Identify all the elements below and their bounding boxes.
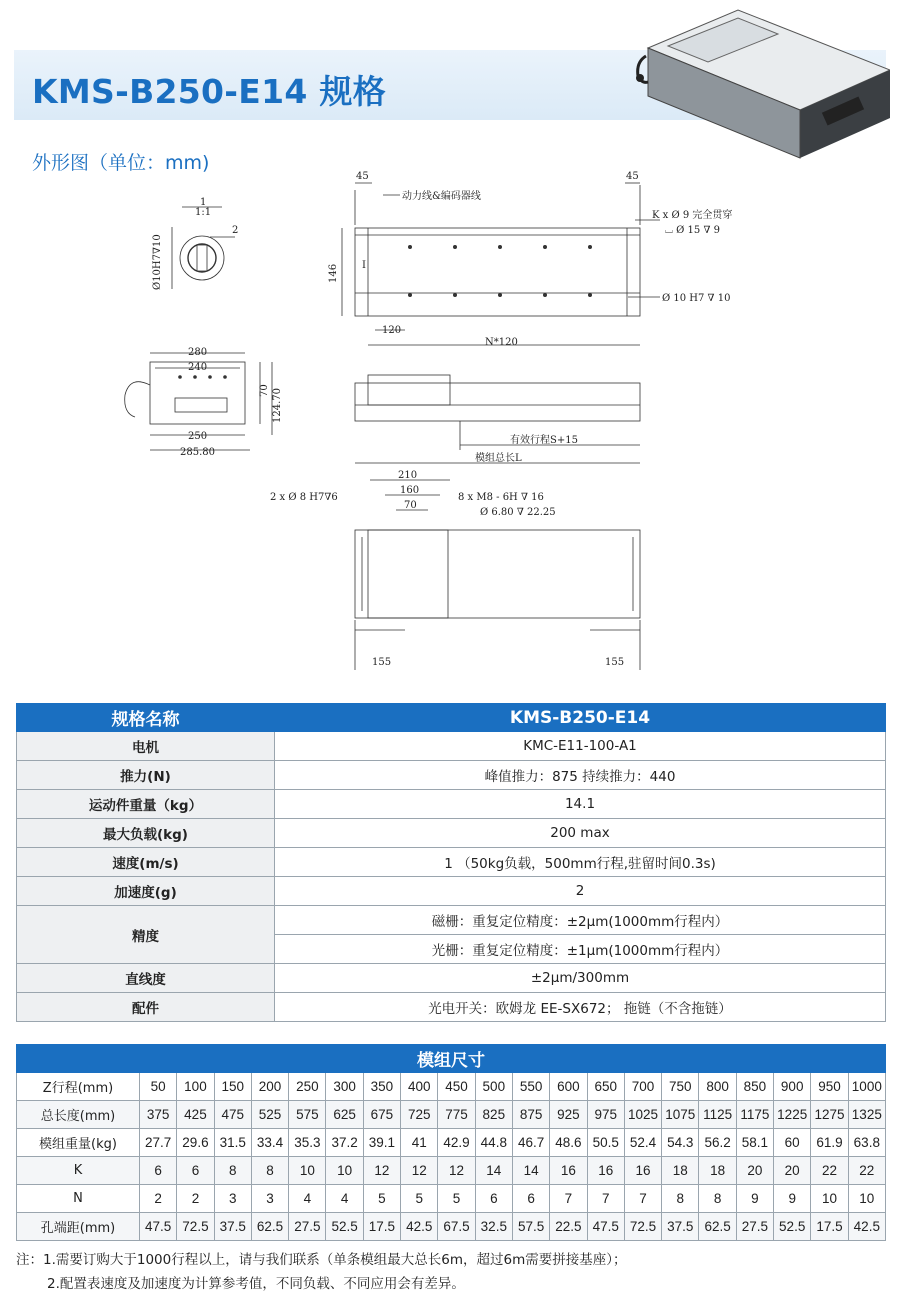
dimension-cell: 47.5	[587, 1213, 624, 1241]
spec-label: 推力(N)	[17, 761, 275, 790]
dimension-cell: 72.5	[624, 1213, 661, 1241]
dimension-cell: 1025	[624, 1101, 661, 1129]
total-label: 模组总长L	[475, 453, 522, 464]
front-124: 124.70	[272, 388, 283, 423]
dimension-cell: 7	[624, 1185, 661, 1213]
spec-label: 配件	[17, 993, 275, 1022]
dimension-cell: 56.2	[699, 1129, 736, 1157]
dimension-row-label: 孔端距(mm)	[17, 1213, 140, 1241]
dimension-row-label: 模组重量(kg)	[17, 1129, 140, 1157]
spec-label: 直线度	[17, 964, 275, 993]
dimension-cell: 375	[140, 1101, 177, 1129]
dimension-cell: 825	[475, 1101, 512, 1129]
dimension-cell: 700	[624, 1073, 661, 1101]
dimension-cell: 550	[512, 1073, 549, 1101]
dimension-cell: 1125	[699, 1101, 736, 1129]
dimension-cell: 10	[326, 1157, 363, 1185]
dimension-cell: 72.5	[177, 1213, 214, 1241]
spec-value: KMC-E11-100-A1	[275, 732, 886, 761]
dimension-cell: 600	[550, 1073, 587, 1101]
dimension-cell: 42.5	[401, 1213, 438, 1241]
hole-label-1: K x Ø 9 完全贯穿	[652, 210, 733, 221]
dimension-cell: 625	[326, 1101, 363, 1129]
dimension-row-label: K	[17, 1157, 140, 1185]
dimension-cell: 52.4	[624, 1129, 661, 1157]
dimension-cell: 37.2	[326, 1129, 363, 1157]
dimension-cell: 925	[550, 1101, 587, 1129]
carriage-160: 160	[400, 485, 420, 496]
dimension-cell: 46.7	[512, 1129, 549, 1157]
marker-i: I	[362, 260, 366, 271]
dimension-cell: 18	[699, 1157, 736, 1185]
dimension-cell: 725	[401, 1101, 438, 1129]
carriage-hole-2: 8 x M8 - 6H ∇ 16	[458, 492, 544, 503]
dimension-cell: 6	[177, 1157, 214, 1185]
dimension-cell: 29.6	[177, 1129, 214, 1157]
spec-value: 峰值推力：875 持续推力：440	[275, 761, 886, 790]
dimension-row	[17, 1185, 886, 1213]
dimension-cell: 650	[587, 1073, 624, 1101]
spec-value: ±2μm/300mm	[275, 964, 886, 993]
dimension-cell: 62.5	[699, 1213, 736, 1241]
dimension-cell: 22	[811, 1157, 848, 1185]
dimension-cell: 400	[401, 1073, 438, 1101]
dimension-cell: 5	[401, 1185, 438, 1213]
page-title: KMS-B250-E14 规格	[32, 72, 387, 111]
dimension-cell: 8	[251, 1157, 288, 1185]
dimension-row-label: Z行程(mm)	[17, 1073, 140, 1101]
dimension-cell: 10	[289, 1157, 326, 1185]
dimension-cell: 58.1	[736, 1129, 773, 1157]
dimension-cell: 14	[475, 1157, 512, 1185]
dimension-cell: 31.5	[214, 1129, 251, 1157]
product-image	[628, 8, 890, 168]
spec-label: 最大负载(kg)	[17, 819, 275, 848]
dimension-cell: 425	[177, 1101, 214, 1129]
dimension-cell: 42.5	[848, 1213, 885, 1241]
dimension-cell: 900	[774, 1073, 811, 1101]
dimension-cell: 39.1	[363, 1129, 400, 1157]
dimension-cell: 8	[662, 1185, 699, 1213]
spec-label: 运动件重量（kg）	[17, 790, 275, 819]
dimension-cell: 1275	[811, 1101, 848, 1129]
dimension-cell: 54.3	[662, 1129, 699, 1157]
dimension-cell: 32.5	[475, 1213, 512, 1241]
dimension-cell: 52.5	[326, 1213, 363, 1241]
dimension-cell: 18	[662, 1157, 699, 1185]
dimension-cell: 300	[326, 1073, 363, 1101]
spec-value: 14.1	[275, 790, 886, 819]
front-240: 240	[188, 362, 208, 373]
dimension-cell: 850	[736, 1073, 773, 1101]
dimension-cell: 6	[512, 1185, 549, 1213]
dimension-cell: 1175	[736, 1101, 773, 1129]
top-dim-right: 45	[626, 171, 639, 182]
dimension-row	[17, 1213, 886, 1241]
spec-table	[16, 703, 886, 1022]
dimension-cell: 525	[251, 1101, 288, 1129]
dimension-cell: 4	[326, 1185, 363, 1213]
spec-value: 光电开关：欧姆龙 EE-SX672； 拖链（不含拖链）	[275, 993, 886, 1022]
spec-label: 精度	[17, 906, 275, 964]
carriage-70: 70	[404, 500, 417, 511]
front-285: 285.80	[180, 447, 215, 458]
dimension-cell: 800	[699, 1073, 736, 1101]
spec-value: 磁栅：重复定位精度：±2μm(1000mm行程内）	[275, 906, 886, 935]
dimension-cell: 67.5	[438, 1213, 475, 1241]
dimension-table-title: 模组尺寸	[17, 1045, 886, 1073]
dimension-cell: 10	[848, 1185, 885, 1213]
spec-label: 速度(m/s)	[17, 848, 275, 877]
dimension-cell: 22	[848, 1157, 885, 1185]
dimension-cell: 17.5	[811, 1213, 848, 1241]
front-250: 250	[188, 431, 208, 442]
spec-value: 2	[275, 877, 886, 906]
dimension-cell: 200	[251, 1073, 288, 1101]
dimension-cell: 9	[774, 1185, 811, 1213]
dimension-cell: 16	[550, 1157, 587, 1185]
pitch-120: 120	[382, 325, 402, 336]
spec-label: 电机	[17, 732, 275, 761]
height-146: 146	[328, 263, 339, 283]
dimension-cell: 10	[811, 1185, 848, 1213]
side-scale-top: 1	[200, 197, 207, 208]
dimension-cell: 17.5	[363, 1213, 400, 1241]
dimension-cell: 37.5	[214, 1213, 251, 1241]
dimension-cell: 44.8	[475, 1129, 512, 1157]
drawing-subtitle: 外形图（单位：mm)	[32, 152, 210, 174]
note-line-1: 注：1.需要订购大于1000行程以上，请与我们联系（单条模组最大总长6m，超过6m需要拼接基座）；	[16, 1252, 627, 1268]
dimension-cell: 1075	[662, 1101, 699, 1129]
dimension-cell: 350	[363, 1073, 400, 1101]
carriage-hole-3: Ø 6.80 ∇ 22.25	[480, 507, 556, 518]
dimension-cell: 12	[363, 1157, 400, 1185]
dimension-table	[16, 1044, 886, 1241]
dimension-cell: 8	[699, 1185, 736, 1213]
dimension-cell: 62.5	[251, 1213, 288, 1241]
dimension-cell: 9	[736, 1185, 773, 1213]
dimension-cell: 12	[438, 1157, 475, 1185]
dimension-cell: 61.9	[811, 1129, 848, 1157]
note-line-2: 2.配置表速度及加速度为计算参考值，不同负载、不同应用会有差异。	[47, 1276, 465, 1292]
carriage-210: 210	[398, 470, 418, 481]
dimension-cell: 1000	[848, 1073, 885, 1101]
dimension-cell: 48.6	[550, 1129, 587, 1157]
dimension-cell: 22.5	[550, 1213, 587, 1241]
dimension-cell: 50.5	[587, 1129, 624, 1157]
dimension-cell: 5	[363, 1185, 400, 1213]
side-hole-label: Ø10H7∇10	[152, 234, 163, 290]
dimension-cell: 20	[774, 1157, 811, 1185]
dimension-cell: 12	[401, 1157, 438, 1185]
dimension-cell: 8	[214, 1157, 251, 1185]
cable-label: 动力线&编码器线	[402, 191, 481, 202]
dimension-cell: 875	[512, 1101, 549, 1129]
outline-drawing	[100, 165, 800, 685]
dimension-cell: 3	[214, 1185, 251, 1213]
dimension-cell: 975	[587, 1101, 624, 1129]
dimension-cell: 675	[363, 1101, 400, 1129]
dimension-cell: 4	[289, 1185, 326, 1213]
dimension-cell: 500	[475, 1073, 512, 1101]
top-dim-left: 45	[356, 171, 369, 182]
dimension-row	[17, 1157, 886, 1185]
spec-label: 加速度(g)	[17, 877, 275, 906]
dimension-cell: 41	[401, 1129, 438, 1157]
dimension-cell: 3	[251, 1185, 288, 1213]
front-280: 280	[188, 347, 208, 358]
dimension-cell: 16	[624, 1157, 661, 1185]
dimension-cell: 14	[512, 1157, 549, 1185]
dimension-cell: 475	[214, 1101, 251, 1129]
stroke-label: 有效行程S+15	[510, 435, 578, 446]
hole-label-2: ⌴ Ø 15 ∇ 9	[665, 225, 720, 236]
dimension-cell: 7	[587, 1185, 624, 1213]
dimension-cell: 5	[438, 1185, 475, 1213]
dimension-cell: 27.5	[736, 1213, 773, 1241]
dimension-row	[17, 1073, 886, 1101]
spec-value: 1 （50kg负载，500mm行程,驻留时间0.3s)	[275, 848, 886, 877]
spec-value: 光栅：重复定位精度：±1μm(1000mm行程内）	[275, 935, 886, 964]
dimension-cell: 450	[438, 1073, 475, 1101]
notes	[16, 1248, 626, 1296]
dimension-row	[17, 1129, 886, 1157]
pitch-n120: N*120	[485, 337, 518, 348]
dimension-cell: 16	[587, 1157, 624, 1185]
dimension-cell: 575	[289, 1101, 326, 1129]
spec-header-label: 规格名称	[17, 704, 275, 732]
dimension-cell: 1225	[774, 1101, 811, 1129]
dimension-cell: 750	[662, 1073, 699, 1101]
dimension-cell: 35.3	[289, 1129, 326, 1157]
dimension-row-label: 总长度(mm)	[17, 1101, 140, 1129]
dimension-cell: 60	[774, 1129, 811, 1157]
dimension-cell: 50	[140, 1073, 177, 1101]
dimension-cell: 7	[550, 1185, 587, 1213]
dimension-cell: 47.5	[140, 1213, 177, 1241]
dimension-cell: 33.4	[251, 1129, 288, 1157]
carriage-hole-1: 2 x Ø 8 H7∇6	[270, 492, 338, 503]
dimension-cell: 6	[140, 1157, 177, 1185]
spec-header-value: KMS-B250-E14	[275, 704, 886, 732]
dimension-cell: 950	[811, 1073, 848, 1101]
dimension-cell: 1325	[848, 1101, 885, 1129]
dimension-cell: 100	[177, 1073, 214, 1101]
front-70: 70	[259, 384, 270, 397]
dimension-cell: 37.5	[662, 1213, 699, 1241]
dimension-cell: 150	[214, 1073, 251, 1101]
dimension-cell: 63.8	[848, 1129, 885, 1157]
dimension-cell: 27.5	[289, 1213, 326, 1241]
dimension-cell: 42.9	[438, 1129, 475, 1157]
dimension-cell: 2	[177, 1185, 214, 1213]
hole-label-3: Ø 10 H7 ∇ 10	[662, 293, 731, 304]
dimension-cell: 250	[289, 1073, 326, 1101]
dimension-cell: 20	[736, 1157, 773, 1185]
end-155-left: 155	[372, 657, 392, 668]
dimension-row-label: N	[17, 1185, 140, 1213]
dimension-cell: 2	[140, 1185, 177, 1213]
dimension-cell: 27.7	[140, 1129, 177, 1157]
side-dim: 2	[232, 225, 239, 236]
spec-value: 200 max	[275, 819, 886, 848]
dimension-cell: 775	[438, 1101, 475, 1129]
dimension-cell: 57.5	[512, 1213, 549, 1241]
side-scale-bottom: 1:1	[195, 207, 212, 218]
dimension-cell: 52.5	[774, 1213, 811, 1241]
end-155-right: 155	[605, 657, 625, 668]
dimension-row	[17, 1101, 886, 1129]
dimension-cell: 6	[475, 1185, 512, 1213]
